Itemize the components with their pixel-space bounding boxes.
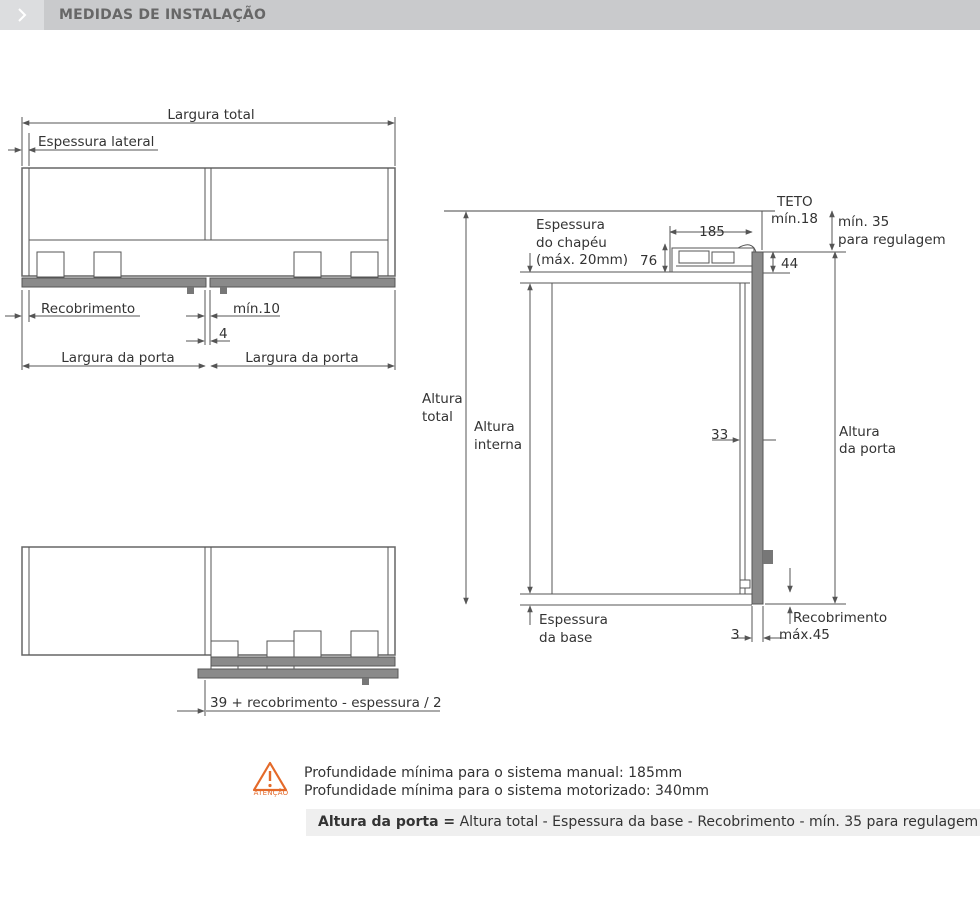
door-side — [752, 252, 763, 604]
label-min18: mín.18 — [771, 211, 818, 227]
door-open-inner — [211, 657, 395, 666]
door-right-top — [210, 278, 395, 287]
label-espessura-base-1: Espessura — [539, 612, 608, 628]
label-four: 4 — [219, 326, 228, 342]
label-largura-total: Largura total — [167, 107, 255, 123]
formula-bold: Altura da porta = — [318, 814, 456, 830]
door-open-outer — [198, 669, 398, 678]
note-motorized: Profundidade mínima para o sistema motorizado: 340mm — [304, 783, 709, 799]
formula-rest: Altura total - Espessura da base - Recobrimento - mín. 35 para regulagem — [455, 814, 979, 830]
door-height-formula — [306, 809, 980, 836]
note-manual: Profundidade mínima para o sistema manual: 185mm — [304, 765, 683, 781]
label-altura-interna-1: Altura — [474, 419, 515, 435]
label-33: 33 — [711, 427, 729, 443]
label-para-regulagem: para regulagem — [838, 232, 946, 248]
label-altura-interna-2: interna — [474, 437, 523, 453]
label-largura-porta-1: Largura da porta — [61, 350, 175, 366]
label-espessura-chapeu-2: do chapéu — [536, 235, 607, 251]
door-left-top — [22, 278, 206, 287]
label-teto: TETO — [777, 194, 813, 210]
depth-notes — [304, 764, 709, 800]
handle-right — [220, 287, 227, 294]
label-altura-total-2: total — [422, 409, 453, 425]
open-view-diagram — [22, 547, 395, 669]
label-max45: máx.45 — [779, 627, 830, 643]
warning-label: ATENÇÃO — [253, 789, 289, 797]
label-3: 3 — [731, 627, 740, 643]
label-min10: mín.10 — [233, 301, 280, 317]
handle-left — [187, 287, 194, 294]
label-recobrimento-left: Recobrimento — [41, 301, 136, 317]
handle-open — [362, 678, 369, 685]
label-espessura-chapeu-3: (máx. 20mm) — [536, 252, 629, 268]
label-min35: mín. 35 — [838, 214, 890, 230]
section-title: MEDIDAS DE INSTALAÇÃO — [59, 7, 267, 23]
label-altura-porta-1: Altura — [839, 424, 880, 440]
label-largura-porta-2: Largura da porta — [245, 350, 359, 366]
label-espessura-base-2: da base — [539, 630, 593, 646]
label-formula-offset: 39 + recobrimento - espessura / 2 — [210, 695, 442, 711]
label-44: 44 — [781, 256, 799, 272]
label-76: 76 — [640, 253, 658, 269]
label-altura-porta-2: da porta — [839, 441, 897, 457]
label-espessura-chapeu-1: Espessura — [536, 217, 605, 233]
label-recobrimento-right: Recobrimento — [793, 610, 888, 626]
handle-side — [763, 550, 773, 564]
label-185: 185 — [699, 224, 725, 240]
label-altura-total-1: Altura — [422, 391, 463, 407]
label-espessura-lateral: Espessura lateral — [38, 134, 155, 150]
